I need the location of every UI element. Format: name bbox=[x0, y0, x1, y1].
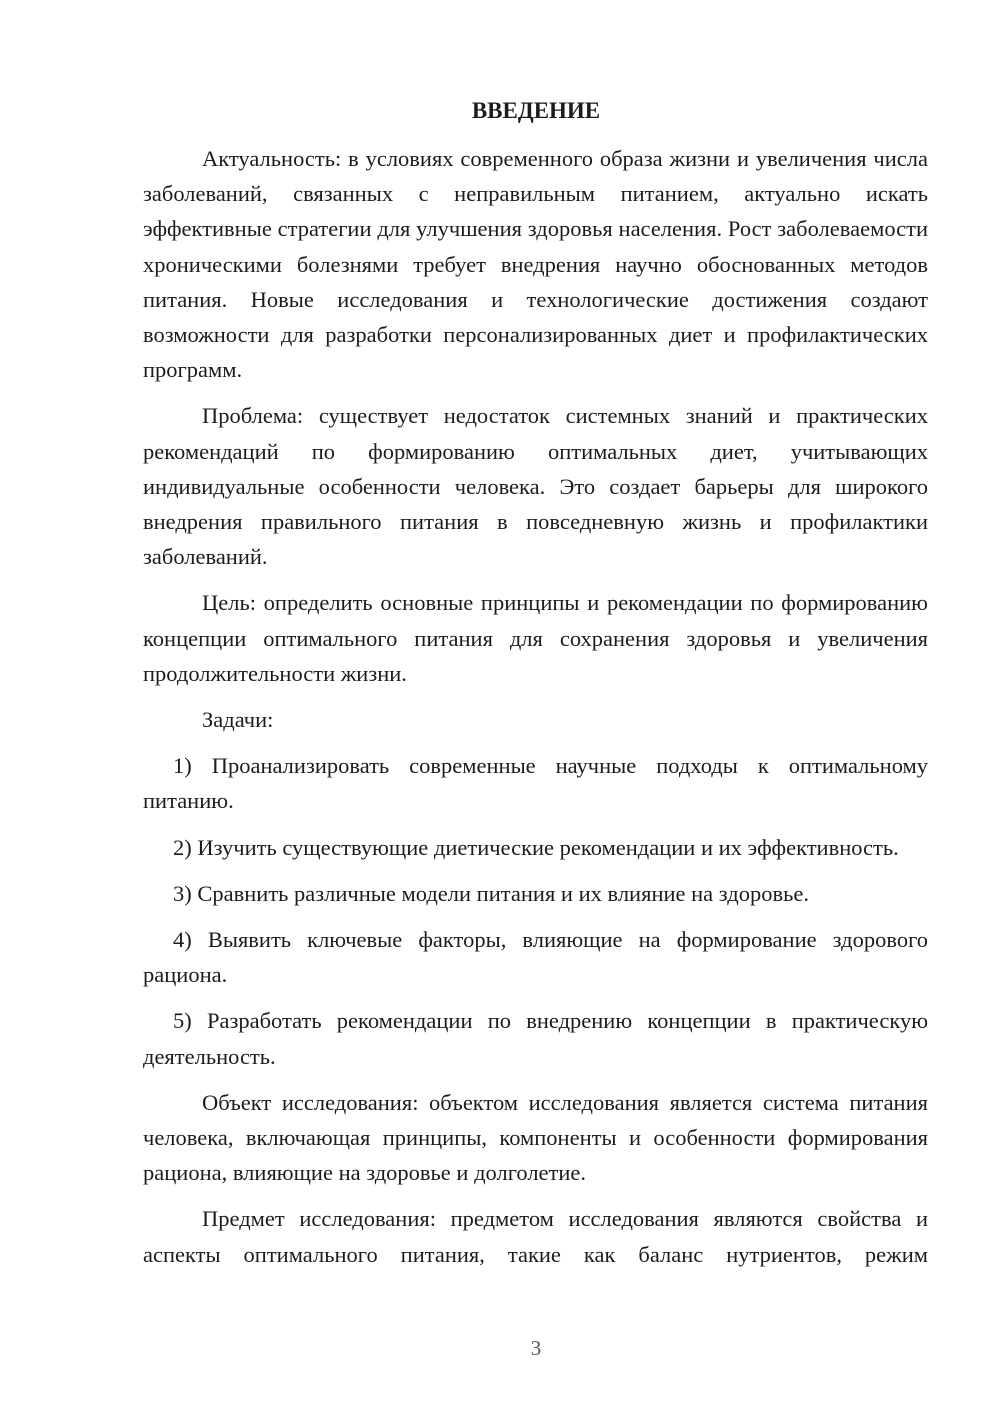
paragraph-tasks-heading: Задачи: bbox=[202, 707, 274, 733]
task-item-1: 1) Проанализировать современные научные подходы к оптимальному питанию. bbox=[143, 753, 928, 814]
paragraph-subject: Предмет исследования: предметом исследования являются свойства и аспекты оптимального питания, такие как баланс нутриентов, режим bbox=[143, 1206, 928, 1267]
paragraph-object: Объект исследования: объектом исследования является система питания человека, включающая принципы, компоненты и особенности формирования рациона, влияющие на здоровье и долголетие. bbox=[143, 1089, 928, 1186]
task-item-4: 4) Выявить ключевые факторы, влияющие на формирование здорового рациона. bbox=[143, 927, 928, 988]
task-item-2: 2) Изучить существующие диетические рекомендации и их эффективность. bbox=[173, 834, 899, 860]
paragraph-goal: Цель: определить основные принципы и рекомендации по формированию концепции оптимального питания для сохранения здоровья и увеличения продолжительности жизни. bbox=[143, 590, 928, 686]
section-title: ВВЕДЕНИЕ bbox=[471, 98, 601, 123]
body-text bbox=[143, 141, 928, 1283]
paragraph-relevance: Актуальность: в условиях современного образа жизни и увеличения числа заболеваний, связанных с неправильным питанием, актуально искать эффективные стратегии для улучшения здоровья населения. Рост заболеваемости хроническими болезнями требует внедрения научно обоснованных методов питания. Новые исследования и технологические достижения создают возможности для разработки персонализированных диет и профилактических программ. bbox=[143, 146, 928, 383]
task-item-5: 5) Разработать рекомендации по внедрению концепции в практическую деятельность. bbox=[143, 1008, 928, 1069]
page-number: 3 bbox=[530, 1336, 542, 1360]
paragraph-problem: Проблема: существует недостаток системных знаний и практических рекомендаций по формированию оптимальных диет, учитывающих индивидуальные особенности человека. Это создает барьеры для широкого внедрения правильного питания в повседневную жизнь и профилактики заболеваний. bbox=[143, 403, 928, 570]
task-item-3: 3) Сравнить различные модели питания и их влияние на здоровье. bbox=[173, 880, 809, 906]
